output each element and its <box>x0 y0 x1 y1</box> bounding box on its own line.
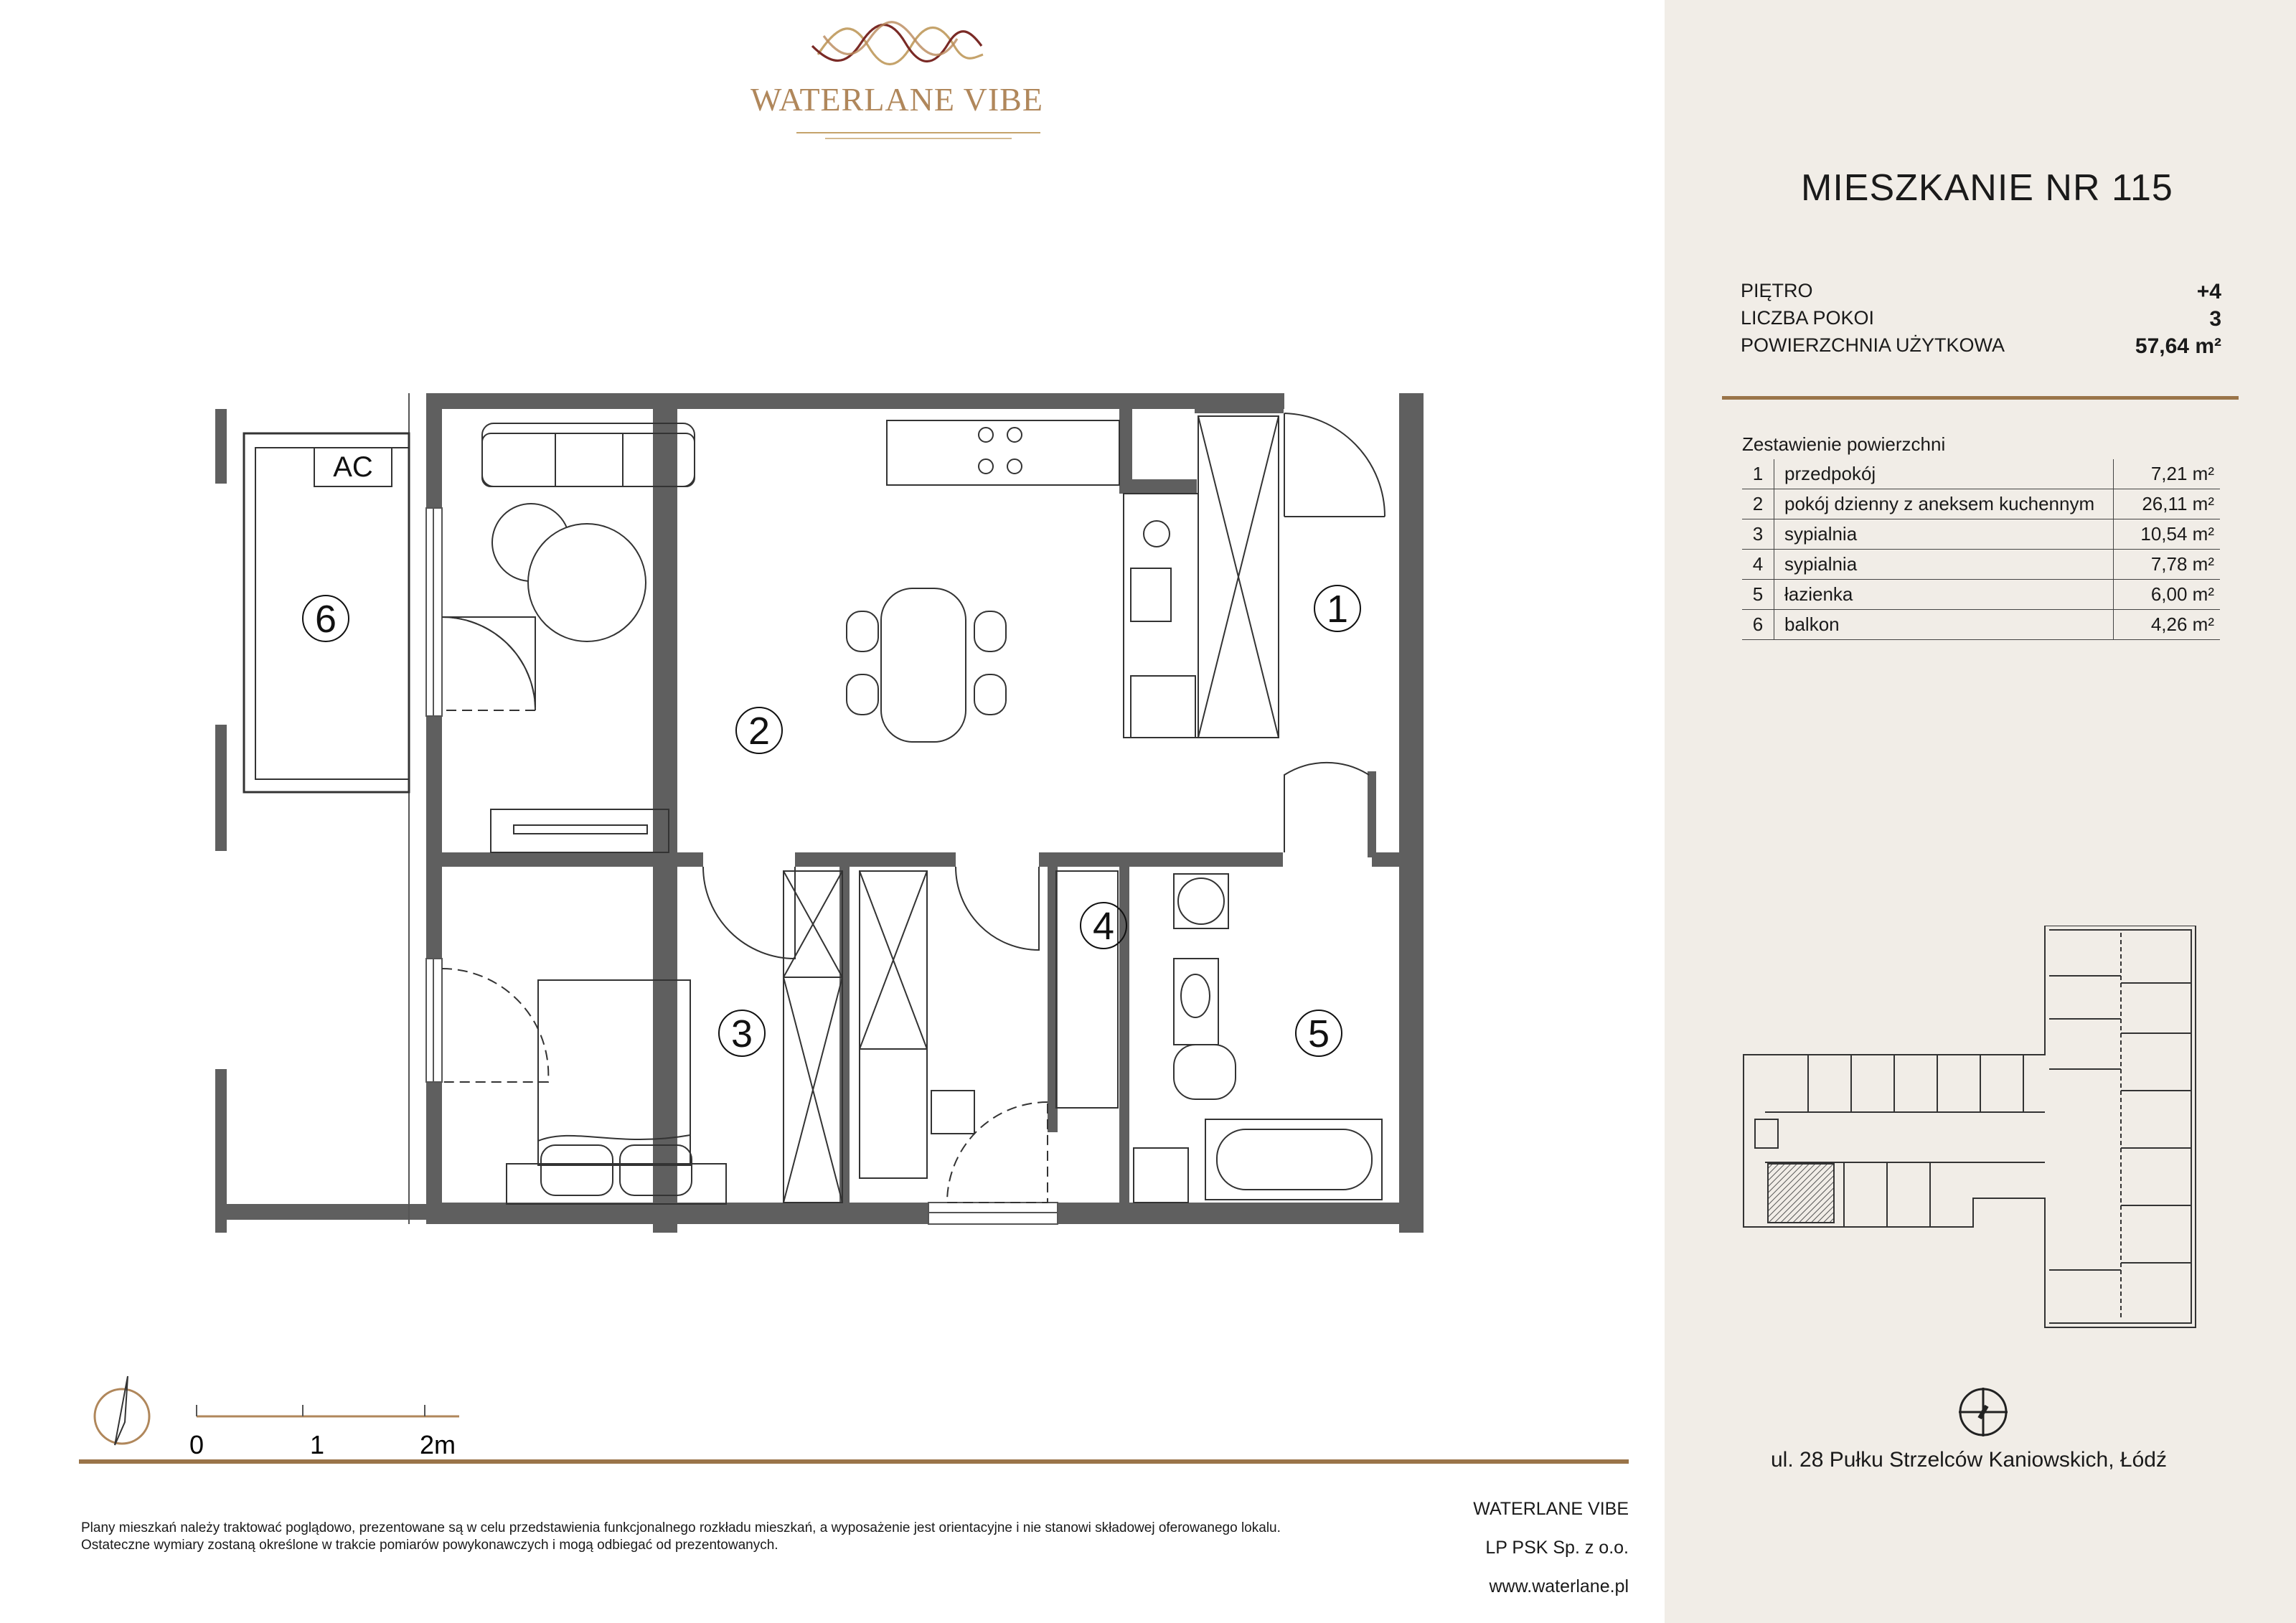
disclaimer <box>81 1520 1459 1554</box>
footer-divider <box>79 1459 1629 1464</box>
dining <box>847 588 1006 742</box>
table-row <box>1742 459 2220 489</box>
company-name: WATERLANE VIBE <box>1473 1499 1629 1519</box>
row-area: 7,78 m² <box>2114 550 2221 580</box>
rooms-label: LICZBA POKOI <box>1741 307 1875 329</box>
row-name: pokój dzienny z aneksem kuchennym <box>1774 489 2114 519</box>
tv-unit <box>491 809 669 852</box>
row-area: 26,11 m² <box>2114 489 2221 519</box>
areas-table <box>1742 459 2220 640</box>
rooms-value: 3 <box>2209 307 2221 331</box>
row-name: sypialnia <box>1774 519 2114 550</box>
room-label-2: 2 <box>748 710 771 753</box>
row-area: 10,54 m² <box>2114 519 2221 550</box>
row-name: łazienka <box>1774 580 2114 610</box>
bed-room3 <box>507 871 842 1204</box>
apartment-info <box>1741 280 2221 362</box>
info-divider <box>1722 396 2239 400</box>
compass-icon <box>1954 1383 2012 1441</box>
address: ul. 28 Pułku Strzelców Kaniowskich, Łódź <box>1771 1448 2167 1472</box>
table-row <box>1742 550 2220 580</box>
brand-name: WATERLANE VIBE <box>751 81 1043 118</box>
company-legal: LP PSK Sp. z o.o. <box>1485 1538 1629 1558</box>
apartment-title: MIESZKANIE NR 115 <box>1801 167 2173 209</box>
floor-row <box>1741 280 2221 307</box>
scale-bar <box>187 1399 474 1457</box>
scale-tick-0: 0 <box>189 1430 204 1457</box>
area-value: 57,64 m² <box>2135 334 2221 358</box>
row-number: 3 <box>1742 519 1774 550</box>
north-arrow-icon <box>86 1370 158 1457</box>
ac-label: AC <box>333 451 373 483</box>
row-number: 2 <box>1742 489 1774 519</box>
scale-tick-1: 1 <box>309 1430 325 1457</box>
table-row <box>1742 489 2220 519</box>
room-label-6: 6 <box>314 598 337 641</box>
area-label: POWIERZCHNIA UŻYTKOWA <box>1741 334 2005 356</box>
website-link[interactable]: www.waterlane.pl <box>1489 1576 1629 1596</box>
building-key-map <box>1736 926 2224 1356</box>
row-area: 4,26 m² <box>2114 610 2221 640</box>
areas-heading: Zestawienie powierzchni <box>1742 433 1946 455</box>
floor-value: +4 <box>2196 280 2221 304</box>
table-row <box>1742 519 2220 550</box>
row-name: przedpokój <box>1774 459 2114 489</box>
floor-label: PIĘTRO <box>1741 280 1813 301</box>
table-row <box>1742 610 2220 640</box>
table-row <box>1742 580 2220 610</box>
room-label-5: 5 <box>1307 1012 1330 1055</box>
disclaimer-line-1: Plany mieszkań należy traktować poglądowo, prezentowane są w celu przedstawienia funkcjonalnego rozkładu mieszkań, a wyposażenie jest orientacyjne i nie stanowi składowej oferowanego lokalu. <box>81 1520 1281 1535</box>
row-number: 1 <box>1742 459 1774 489</box>
room-label-4: 4 <box>1092 905 1115 948</box>
bedroom4-furniture <box>860 871 1118 1178</box>
area-row <box>1741 334 2221 362</box>
rooms-row <box>1741 307 2221 334</box>
disclaimer-line-2: Ostateczne wymiary zostaną określone w trakcie pomiarów powykonawczych i mogą odbiegać od prezentowanych. <box>81 1538 778 1553</box>
info-panel <box>1665 0 2296 1623</box>
scale-tick-2m: 2m <box>419 1430 456 1457</box>
row-number: 5 <box>1742 580 1774 610</box>
row-number: 6 <box>1742 610 1774 640</box>
row-number: 4 <box>1742 550 1774 580</box>
row-name: balkon <box>1774 610 2114 640</box>
row-area: 6,00 m² <box>2114 580 2221 610</box>
row-area: 7,21 m² <box>2114 459 2221 489</box>
coffee-table <box>528 524 646 641</box>
company-info <box>1392 1490 1629 1606</box>
room-label-3: 3 <box>730 1012 753 1055</box>
room-label-1: 1 <box>1326 588 1349 631</box>
sofa <box>482 423 695 486</box>
row-name: sypialnia <box>1774 550 2114 580</box>
bathroom-fixtures <box>1134 874 1382 1203</box>
